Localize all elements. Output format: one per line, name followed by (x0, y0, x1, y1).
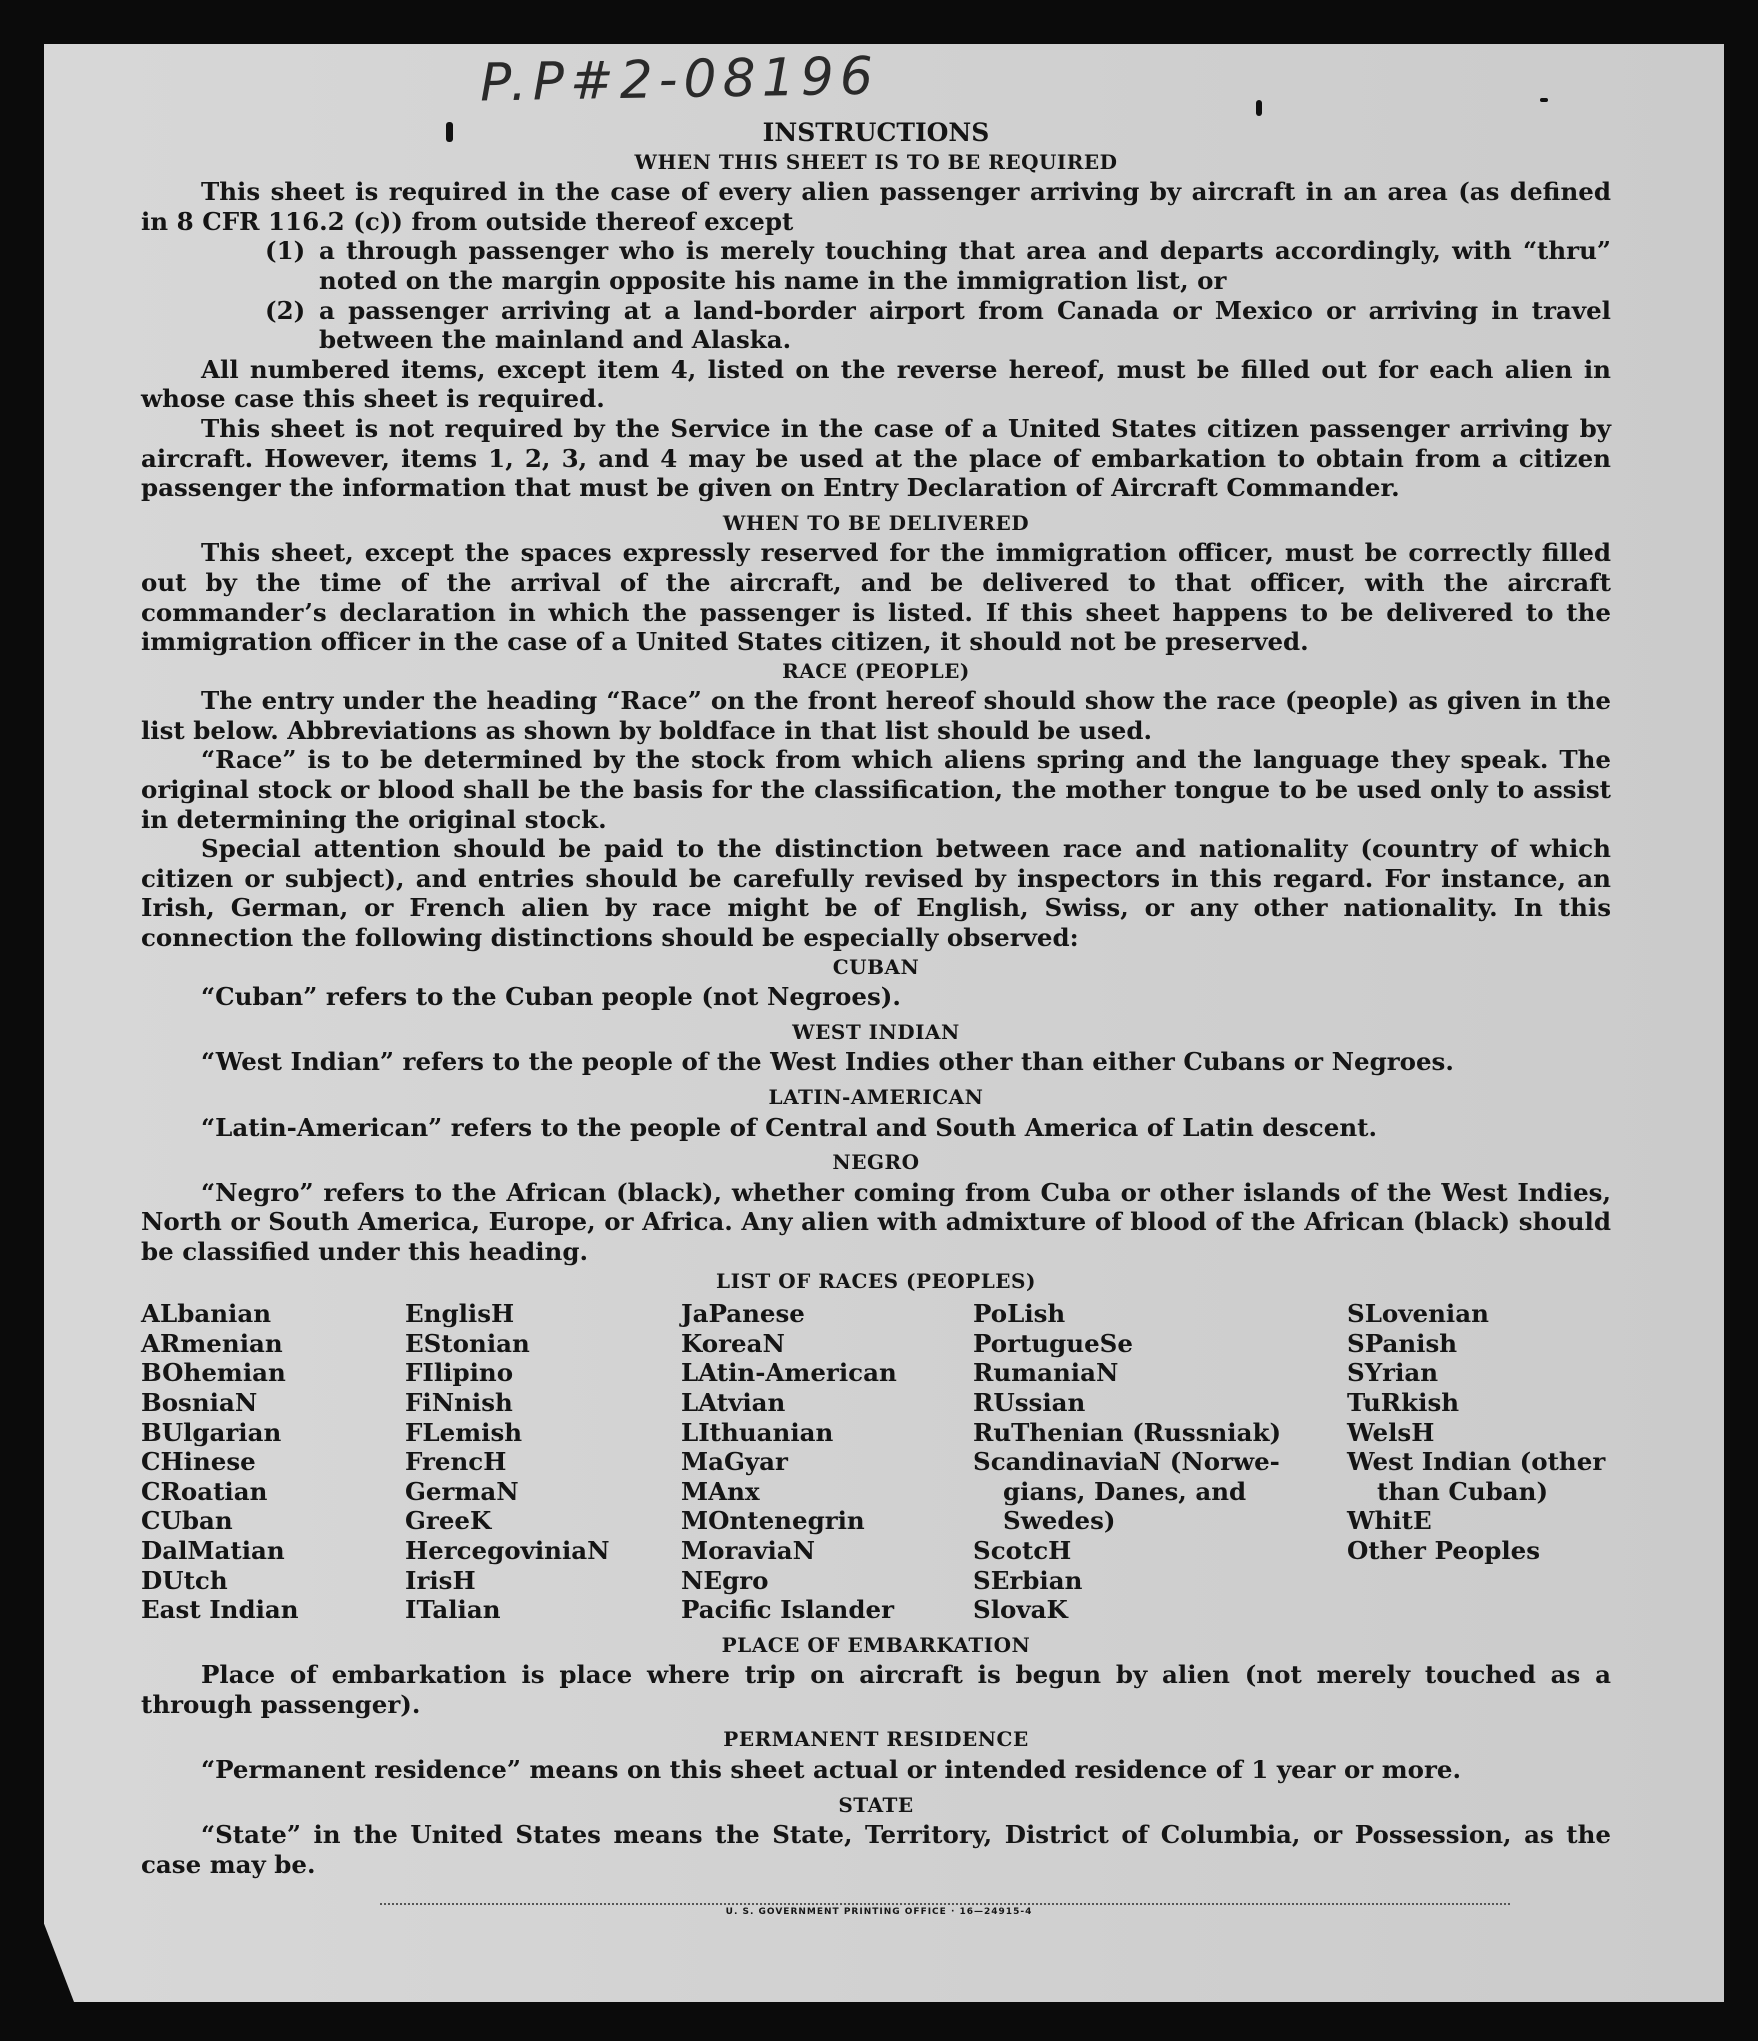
race-entry: FLemish (405, 1417, 523, 1447)
paragraph: “West Indian” refers to the people of the West Indies other than either Cubans or Negroes. (201, 1047, 1454, 1077)
race-column (405, 1299, 681, 1625)
race-entry: LAtvian (681, 1387, 786, 1417)
race-entry: RUssian (973, 1387, 1086, 1417)
exception-item (141, 236, 1611, 295)
race-entry: PoLish (973, 1299, 1066, 1329)
race-column (681, 1299, 973, 1625)
section-heading: NEGRO (832, 1150, 920, 1175)
paragraph: “State” in the United States means the State, Territory, District of Columbia, or Possession, as the case may be. (141, 1820, 1611, 1879)
paragraph: “Race” is to be determined by the stock from which aliens spring and the language they speak. The original stock or blood shall be the basis for the classification, the mother tongue to be used only to assist in determining the original stock. (141, 745, 1611, 834)
paragraph: This sheet is required in the case of every alien passenger arriving by aircraft in an area (as defined in 8 CFR 116.2 (c)) from outside thereof except (141, 177, 1611, 236)
race-entry: ITalian (405, 1595, 501, 1625)
paragraph: “Latin-American” refers to the people of Central and South America of Latin descent. (201, 1112, 1377, 1142)
ink-mark (1540, 98, 1548, 102)
race-entry: West Indian (other (1347, 1447, 1606, 1477)
race-entry: MaGyar (681, 1447, 788, 1477)
race-column (141, 1299, 405, 1625)
race-entry: East Indian (141, 1595, 299, 1625)
race-entry: RumaniaN (973, 1358, 1119, 1388)
race-entry: Pacific Islander (681, 1595, 894, 1625)
paragraph: “Cuban” refers to the Cuban people (not Negroes). (201, 982, 901, 1012)
race-entry: PortugueSe (973, 1328, 1133, 1358)
race-entry: KoreaN (681, 1328, 785, 1358)
race-entry: EnglisH (405, 1299, 515, 1329)
race-entry: RuThenian (Russniak) (973, 1417, 1282, 1447)
race-entry: BUlgarian (141, 1417, 282, 1447)
paragraph: “Permanent residence” means on this sheet actual or intended residence of 1 year or more. (201, 1755, 1462, 1785)
race-entry: SPanish (1347, 1328, 1458, 1358)
section-heading: WEST INDIAN (792, 1019, 960, 1044)
race-entry: EStonian (405, 1328, 530, 1358)
race-entry: CHinese (141, 1447, 256, 1477)
race-entry: IrisH (405, 1565, 476, 1595)
race-entry: SlovaK (973, 1595, 1068, 1625)
paragraph: “Negro” refers to the African (black), whether coming from Cuba or other islands of the West Indies, North or South America, Europe, or Africa. Any alien with admixture of blood of the African (black) should be classified under this heading. (141, 1177, 1611, 1266)
race-entry: CRoatian (141, 1476, 268, 1506)
section-heading: LIST OF RACES (PEOPLES) (716, 1268, 1036, 1293)
race-entry: MoraviaN (681, 1535, 816, 1565)
printer-imprint: U. S. GOVERNMENT PRINTING OFFICE · 16—24915-4 (725, 1907, 1033, 1917)
race-entry: ARmenian (141, 1328, 283, 1358)
race-entry: GermaN (405, 1476, 519, 1506)
paragraph: All numbered items, except item 4, listed on the reverse hereof, must be filled out for each alien in whose case this sheet is required. (141, 354, 1611, 414)
race-entry: DalMatian (141, 1535, 285, 1565)
footer-rule (380, 1903, 1510, 1905)
race-entry: SYrian (1347, 1358, 1439, 1388)
race-column (1347, 1299, 1611, 1625)
section-heading: STATE (838, 1792, 914, 1817)
race-entry: NEgro (681, 1565, 769, 1595)
ink-mark (1256, 100, 1262, 116)
race-entry: GreeK (405, 1506, 492, 1536)
race-entry: SErbian (973, 1565, 1083, 1595)
race-entry: HercegoviniaN (405, 1535, 610, 1565)
race-entry: WhitE (1347, 1506, 1432, 1536)
section-heading: LATIN-AMERICAN (768, 1085, 984, 1109)
race-entry: DUtch (141, 1565, 228, 1595)
race-entry: WelsH (1347, 1417, 1435, 1447)
paragraph: Place of embarkation is place where trip on aircraft is begun by alien (not merely touched as a through passenger). (141, 1660, 1611, 1719)
race-entry: SLovenian (1347, 1299, 1489, 1329)
section-heading: CUBAN (832, 954, 920, 979)
race-entry: ScandinaviaN (Norwe- (973, 1447, 1280, 1477)
race-entry: LAtin-American (681, 1358, 897, 1388)
race-entry: MOntenegrin (681, 1506, 865, 1536)
exception-number: (1) (265, 236, 306, 266)
section-heading: PLACE OF EMBARKATION (721, 1632, 1031, 1657)
race-entry: Other Peoples (1347, 1535, 1541, 1565)
race-entry: ScotcH (973, 1535, 1072, 1565)
race-entry: FrencH (405, 1447, 507, 1477)
paragraph: Special attention should be paid to the distinction between race and nationality (country of which citizen or subject), and entries should be carefully revised by inspectors in this regard. For instance, an Irish, German, or French alien by race might be of English, Swiss, or any other nationality. In this connection the following distinctions should be especially observed: (141, 834, 1611, 953)
race-column (973, 1299, 1347, 1625)
section-heading: WHEN THIS SHEET IS TO BE REQUIRED (634, 149, 1118, 174)
handwritten-file-number: P.P#2-08196 (479, 46, 880, 114)
paragraph: This sheet, except the spaces expressly reserved for the immigration officer, must be correctly filled out by the time of the arrival of the aircraft, and be delivered to that officer, with the aircraft commander’s declaration in which the passenger is listed. If this sheet happens to be delivered to the immigration officer in the case of a United States citizen, it should not be preserved. (141, 538, 1611, 657)
exception-text: a through passenger who is merely touching that area and departs accordingly, with “thru” noted on the margin opposite his name in the immigration list, or (319, 236, 1611, 295)
race-entry-continuation: than Cuban) (1377, 1476, 1549, 1506)
race-entry: FIlipino (405, 1358, 514, 1388)
race-entry: ALbanian (141, 1299, 272, 1329)
exception-text: a passenger arriving at a land-border airport from Canada or Mexico or arriving in travel between the mainland and Alaska. (319, 295, 1611, 355)
race-entry: TuRkish (1347, 1387, 1460, 1417)
race-entry: LIthuanian (681, 1417, 834, 1447)
race-entry: FiNnish (405, 1387, 513, 1417)
race-entry: JaPanese (681, 1299, 805, 1329)
paragraph: This sheet is not required by the Service in the case of a United States citizen passenger arriving by aircraft. However, items 1, 2, 3, and 4 may be used at the place of embarkation to obtain from a citizen passenger the information that must be given on Entry Declaration of Aircraft Commander. (141, 413, 1611, 503)
race-entry: CUban (141, 1506, 233, 1536)
race-entry-continuation: gians, Danes, and (1003, 1476, 1247, 1506)
race-entry-continuation: Swedes) (1003, 1506, 1116, 1536)
section-heading: PERMANENT RESIDENCE (723, 1727, 1029, 1752)
page-title: INSTRUCTIONS (762, 118, 990, 147)
exception-number: (2) (265, 295, 306, 325)
race-entry: BOhemian (141, 1358, 286, 1388)
instructions-body (141, 118, 1611, 1879)
section-heading: WHEN TO BE DELIVERED (722, 510, 1030, 535)
exception-item (141, 296, 1611, 355)
race-list (141, 1299, 1611, 1625)
section-heading: RACE (PEOPLE) (782, 658, 970, 683)
race-entry: MAnx (681, 1476, 760, 1506)
paragraph: The entry under the heading “Race” on the front hereof should show the race (people) as given in the list below. Abbreviations as shown by boldface in that list should be used. (141, 686, 1611, 745)
race-entry: BosniaN (141, 1387, 258, 1417)
